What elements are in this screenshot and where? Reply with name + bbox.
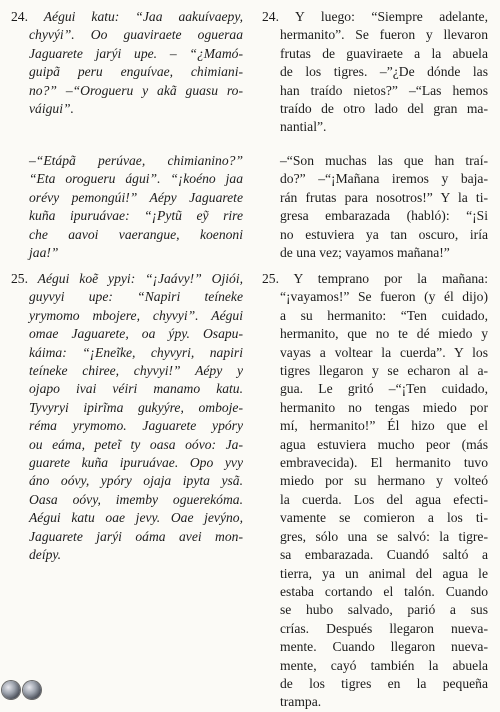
text-line: che aavoi vaerangue, koenoni <box>29 226 243 242</box>
text-line: do?” –“¡Mañana iremos y baja- <box>280 171 488 187</box>
text-line: no?” –“Orogueru y akã guasu ro- <box>29 82 243 98</box>
text-line: tierra, ya un animal del agua le <box>280 565 488 581</box>
text-line: vayas a voltear la cuerda”. Y los <box>280 344 488 360</box>
text-line: guyvyi upe: “Napiri teíneke <box>29 289 243 305</box>
coin-icon <box>23 681 41 699</box>
text-line: deípy. <box>29 547 62 563</box>
text-line: han traído nietos?” –“Las hemos <box>280 82 488 98</box>
text-line: hermanito”. Se fueron y llevaron <box>280 27 488 43</box>
guarani-paragraph-24-continued <box>11 152 243 262</box>
text-line: sa embarazada. Cuandó saltó a <box>280 547 488 563</box>
guarani-paragraph-25 <box>11 270 243 565</box>
text-line: mente. Cuando llegaron nueva- <box>280 639 488 655</box>
text-line: trampa. <box>280 694 322 710</box>
text-line: réma yrymomo. Jaguarete ypóry <box>29 418 243 434</box>
text-line: –“Etápã perúvae, chimianino?” <box>29 153 243 168</box>
text-line: “Eta orogueru águi”. “¡koéno jaa <box>29 171 243 187</box>
text-line: omae Jaguarete, oa ýpy. Osapu- <box>29 326 243 342</box>
text-line: vamente se comieron a los ti- <box>280 510 488 526</box>
text-line: rán frutas para nosotros!” Y la ti- <box>280 189 488 205</box>
text-line: jaa!” <box>29 245 59 261</box>
text-line: guipã peru enguívae, chimiani- <box>29 64 243 80</box>
text-line: gua. Le gritó –“¡Ten cuidado, <box>280 381 488 397</box>
paragraph-number: 24. <box>262 9 279 24</box>
text-line: nantial”. <box>280 119 327 135</box>
spanish-paragraph-25 <box>262 270 488 712</box>
spanish-paragraph-24 <box>262 8 488 137</box>
text-line: a su hermanito: “Ten cuidado, <box>280 307 488 323</box>
text-line: Oasa oóvy, imemby oguerekóma. <box>29 491 243 507</box>
text-line: hermanito, que no te dé miedo y <box>280 326 488 342</box>
text-line: estaba cortando el talón. Cuando <box>280 583 488 599</box>
guarani-paragraph-24 <box>11 8 243 118</box>
text-line: de los tigres en la pequeña <box>280 675 488 691</box>
text-line: teíneke chiree, chyvyi!” Aépy y <box>29 363 243 379</box>
coin-ornaments <box>2 681 41 699</box>
text-line: hermanito no tengas miedo por <box>280 399 488 415</box>
text-line: kuña ipuruávae: “¡Pytũ eỹ rire <box>29 208 243 224</box>
text-line: yrymomo mbojere, chyvyi”. Aégui <box>29 307 243 323</box>
text-line: chyvýi”. Oo guaviraete ogueraa <box>29 27 243 43</box>
text-line: se hubo salvado, parió a sus <box>280 602 488 618</box>
text-line: orévy pemongúi!” Aépy Jaguarete <box>29 189 243 205</box>
text-line: la cuerda. Los del agua efecti- <box>280 491 488 507</box>
text-line: –“Son muchas las que han traí- <box>280 153 488 168</box>
text-line: crías. Después llegaron nueva- <box>280 620 488 636</box>
text-line: Y luego: “Siempre adelante, <box>295 9 488 24</box>
coin-icon <box>2 681 20 699</box>
text-line: de los tigres. –”¿De dónde las <box>280 64 488 80</box>
text-line: Aégui koẽ ypyi: “¡Jaávy!” Ojiói, <box>37 271 244 286</box>
text-line: gresa embarazada (habló): “¡Si <box>280 208 488 224</box>
text-line: mí, hermanito!” Él hizo que el <box>280 418 488 434</box>
spanish-paragraph-24-continued <box>262 152 488 262</box>
text-line: miedo por su hermano y volteó <box>280 473 488 489</box>
text-line: tigres llegaron y se echaron al a- <box>280 363 488 379</box>
text-line: frutas de guaviraete a la abuela <box>280 45 488 61</box>
text-line: traído de otro lado del gran ma- <box>280 101 488 117</box>
text-line: Aégui katu: “Jaa aakuívaepy, <box>43 9 243 24</box>
text-line: Aégui katu oae jevy. Oae jevýno, <box>29 510 243 526</box>
text-line: Tyvyryi ipirĩma gukyýre, omboje- <box>29 399 243 415</box>
text-line: de una vez; vayamos mañana!” <box>280 245 450 261</box>
text-line: guarete kuña ipuruávae. Opo yvy <box>29 455 243 471</box>
text-line: agua estuviera mucho peor (más <box>280 436 488 452</box>
text-line: Jaguarete jarýi oáma avei mon- <box>29 528 243 544</box>
text-line: váigui”. <box>29 101 74 117</box>
text-line: áno oóvy, ypóry ojaja ipyta ysã. <box>29 473 243 489</box>
text-line: káima: “¡Eneĩke, chyvyri, napiri <box>29 344 243 360</box>
text-line: Y temprano por la mañana: <box>293 271 488 286</box>
paragraph-number: 24. <box>11 9 28 24</box>
text-line: gres, sólo una se salvó: la tigre- <box>280 528 488 544</box>
text-line: no estuviera ya tan oscuro, iría <box>280 226 488 242</box>
text-line: ou eáma, peteĩ ty oasa oóvo: Ja- <box>29 436 243 452</box>
paragraph-number: 25. <box>11 271 28 286</box>
text-line: embravecida). El hermanito tuvo <box>280 455 488 471</box>
text-line: ojapo ivai véiri manamo katu. <box>29 381 243 397</box>
text-line: “¡vayamos!” Se fueron (y él dijo) <box>280 289 488 305</box>
paragraph-number: 25. <box>262 271 279 286</box>
text-line: mente, cayó también la abuela <box>280 657 488 673</box>
text-line: Jaguarete jarýi upe. – “¿Mamó- <box>29 45 243 61</box>
